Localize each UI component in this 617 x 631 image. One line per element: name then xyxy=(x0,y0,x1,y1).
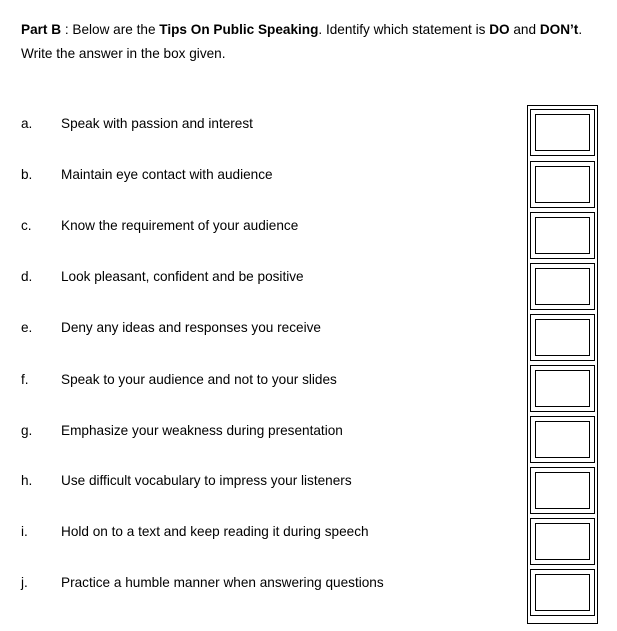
item-letter: g. xyxy=(21,423,33,438)
list-item xyxy=(0,318,617,338)
instructions xyxy=(21,18,591,66)
answer-box-e[interactable] xyxy=(528,312,597,363)
answer-box-h[interactable] xyxy=(528,465,597,516)
list-item xyxy=(0,267,617,287)
item-letter: d. xyxy=(21,269,33,284)
item-text: Know the requirement of your audience xyxy=(61,218,299,233)
answer-box-f[interactable] xyxy=(528,363,597,414)
list-item xyxy=(0,165,617,185)
answer-box-a[interactable] xyxy=(528,107,597,158)
dont-label: DON’t xyxy=(539,22,579,37)
item-letter: b. xyxy=(21,167,33,182)
list-item xyxy=(0,114,617,134)
item-text: Emphasize your weakness during presentation xyxy=(61,423,343,438)
item-text: Practice a humble manner when answering questions xyxy=(61,575,384,590)
instructions-text-1: : Below are the xyxy=(61,22,160,37)
item-text: Look pleasant, confident and be positive xyxy=(61,269,304,284)
item-letter: j. xyxy=(21,575,28,590)
item-text: Speak to your audience and not to your slides xyxy=(61,372,337,387)
item-letter: c. xyxy=(21,218,32,233)
list-item xyxy=(0,573,617,593)
answer-box-i[interactable] xyxy=(528,516,597,567)
part-label: Part B xyxy=(21,22,62,37)
list-item xyxy=(0,522,617,542)
item-letter: f. xyxy=(21,372,29,387)
list-item xyxy=(0,471,617,491)
answer-box-d[interactable] xyxy=(528,261,597,312)
list-item xyxy=(0,216,617,236)
answer-column xyxy=(527,105,598,624)
item-text: Speak with passion and interest xyxy=(61,116,253,131)
answer-box-g[interactable] xyxy=(528,414,597,465)
instructions-text-4: . Write the answer in the box given. xyxy=(21,22,583,61)
item-letter: a. xyxy=(21,116,33,131)
item-letter: h. xyxy=(21,473,33,488)
item-text: Deny any ideas and responses you receive xyxy=(61,320,321,335)
instructions-text-2: . Identify which statement is xyxy=(318,22,490,37)
answer-box-j[interactable] xyxy=(528,567,597,618)
answer-box-c[interactable] xyxy=(528,210,597,261)
answer-box-b[interactable] xyxy=(528,159,597,210)
item-text: Maintain eye contact with audience xyxy=(61,167,273,182)
item-letter: i. xyxy=(21,524,28,539)
do-label: DO xyxy=(489,22,510,37)
list-item xyxy=(0,421,617,441)
item-letter: e. xyxy=(21,320,33,335)
item-text: Hold on to a text and keep reading it during speech xyxy=(61,524,369,539)
item-text: Use difficult vocabulary to impress your listeners xyxy=(61,473,352,488)
tips-title: Tips On Public Speaking xyxy=(159,22,319,37)
instructions-text-3: and xyxy=(509,22,540,37)
list-item xyxy=(0,370,617,390)
